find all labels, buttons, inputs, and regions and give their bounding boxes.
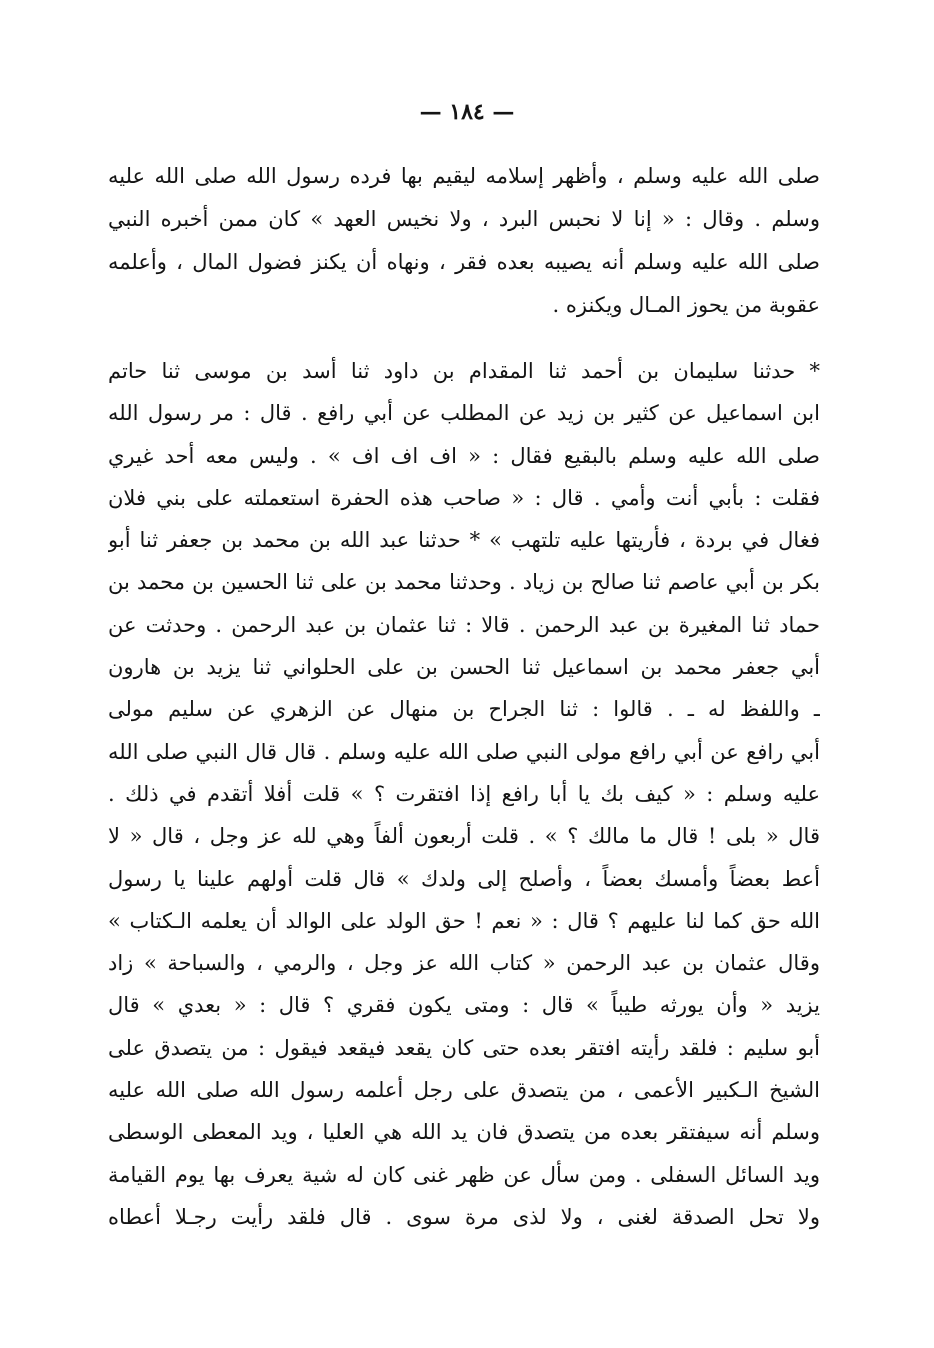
text-line: الله حق كما لنا عليهم ؟ قال : « نعم ! حق الولد على الوالد أن يعلمه الـكتاب » xyxy=(108,908,820,933)
text-line: وقال عثمان بن عبد الرحمن « كتاب الله عز وجل ، والرمي ، والسباحة » زاد xyxy=(108,951,820,976)
text-line: أبي جعفر محمد بن اسماعيل ثنا الحسن بن على الحلواني ثنا يزيد بن هارون xyxy=(108,655,820,680)
text-line: * حدثنا سليمان بن أحمد ثنا المقدام بن داود ثنا أسد بن موسى ثنا حاتم xyxy=(108,359,820,383)
text-line: أبي رافع عن أبي رافع مولى النبي صلى الله عليه وسلم . قال قال النبي صلى الله xyxy=(108,739,820,764)
text-line: حماد ثنا المغيرة بن عبد الرحمن . قالا : ثنا عثمان بن عبد الرحمن . وحدثت عن xyxy=(108,612,820,637)
page-number: — ١٨٤ — xyxy=(419,99,515,125)
text-line: ويد السائل السفلى . ومن سأل عن ظهر غنى كان له شية يعرف بها يوم القيامة xyxy=(108,1162,820,1187)
text-line: أبو سليم : فلقد رأيته افتقر بعده حتى كان يقعد فيقعد فيقول : من يتصدق على xyxy=(108,1035,820,1060)
text-line: يزيد « وأن يورثه طيباً » قال : ومتى يكون فقري ؟ قال : « بعدي » قال xyxy=(108,993,820,1018)
text-line: ابن اسماعيل عن كثير بن زيد عن المطلب عن أبي رافع . قال : مر رسول الله xyxy=(108,401,820,426)
text-line: ـ واللفظ له ـ . قالوا : ثنا الجراح بن منهال عن الزهري عن سليم مولى xyxy=(108,697,820,722)
paragraph-1 xyxy=(108,155,820,327)
text-line: صلى الله عليه وسلم أنه يصيبه بعده فقر ، ونهاه أن يكنز فضول المال ، وأعلمه xyxy=(108,250,820,274)
text-line: وسلم أنه سيفتقر بعده من يتصدق فان يد الله هي العليا ، ويد المعطى الوسطى xyxy=(108,1120,820,1145)
text-line: فغال في بردة ، فأريتها عليه تلتهب » * حدثنا عبد الله بن محمد بن جعفر ثنا أبو xyxy=(108,528,820,553)
text-line: بكر بن أبي عاصم ثنا صالح بن زياد . وحدثنا محمد بن على ثنا الحسين بن محمد بن xyxy=(108,570,820,595)
text-line: صلى الله عليه وسلم ، وأظهر إسلامه ليقيم بها فرده رسول الله صلى الله عليه xyxy=(108,164,820,188)
text-line: فقلت : بأبي أنت وأمي . قال : « صاحب هذه الحفرة استعملته على بني فلان xyxy=(108,485,820,510)
paragraph-2 xyxy=(108,350,820,1238)
text-line: قال « بلى ! قال ما مالك ؟ » . قلت أربعون ألفاً وهي لله عز وجل ، قال « لا xyxy=(108,824,820,849)
text-line: عقوبة من يحوز المـال ويكنزه . xyxy=(552,293,820,317)
text-line: أعط بعضاً وأمسك بعضاً ، وأصلح إلى ولدك » قال قلت أولهم علينا يا رسول xyxy=(108,866,820,891)
text-line: صلى الله عليه وسلم بالبقيع فقال : « اف اف اف » . وليس معه أحد غيري xyxy=(108,443,820,468)
text-line: وسلم . وقال : « إنا لا نحبس البرد ، ولا نخيس العهد » كان ممن أخبره النبي xyxy=(108,207,820,231)
text-line: الشيخ الـكبير الأعمى ، من يتصدق على رجل أعلمه رسول الله صلى الله عليه xyxy=(108,1078,820,1103)
text-line: عليه وسلم : « كيف بك يا أبا رافع إذا افتقرت ؟ » قلت أفلا أتقدم في ذلك . xyxy=(108,781,820,806)
text-line: ولا تحل الصدقة لغنى ، ولا لذى مرة سوى . قال فلقد رأيت رجـلا أعطاه xyxy=(108,1204,820,1229)
